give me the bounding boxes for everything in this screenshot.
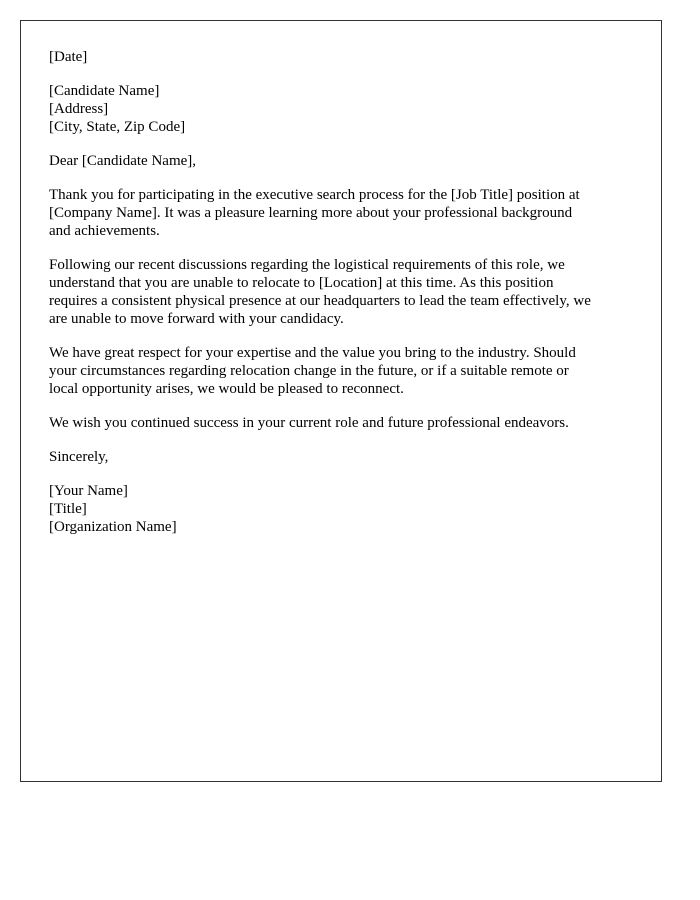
letter-page [20,20,662,782]
text-line: local opportunity arises, we would be pleased to reconnect. [49,381,404,397]
text-line: and achievements. [49,223,160,239]
text-line: [Title] [49,501,87,517]
letter-date [49,48,641,66]
text-line: [Date] [49,49,88,65]
paragraph-relocation [49,256,641,328]
recipient-address [49,82,641,136]
text-line: Sincerely, [49,449,109,465]
text-line: We wish you continued success in your current role and future professional endeavors. [49,415,569,431]
text-line: your circumstances regarding relocation change in the future, or if a suitable remote or [49,363,569,379]
text-line: Dear [Candidate Name], [49,153,197,169]
text-line: [Your Name] [49,483,128,499]
salutation [49,152,641,170]
signature-block [49,482,641,536]
text-line: Thank you for participating in the executive search process for the [Job Title] position at [49,187,580,203]
text-line: Following our recent discussions regarding the logistical requirements of this role, we [49,257,565,273]
text-line: [City, State, Zip Code] [49,119,186,135]
text-line: [Address] [49,101,109,117]
text-line: [Organization Name] [49,519,177,535]
paragraph-respect [49,344,641,398]
text-line: We have great respect for your expertise and the value you bring to the industry. Should [49,345,576,361]
text-line: [Candidate Name] [49,83,160,99]
text-line: [Company Name]. It was a pleasure learning more about your professional background [49,205,573,221]
text-line: are unable to move forward with your candidacy. [49,311,344,327]
letter-body [49,48,641,552]
paragraph-intro [49,186,641,240]
text-line: understand that you are unable to relocate to [Location] at this time. As this position [49,275,554,291]
closing [49,448,641,466]
text-line: requires a consistent physical presence at our headquarters to lead the team effectively, we [49,293,591,309]
paragraph-wishes [49,414,641,432]
